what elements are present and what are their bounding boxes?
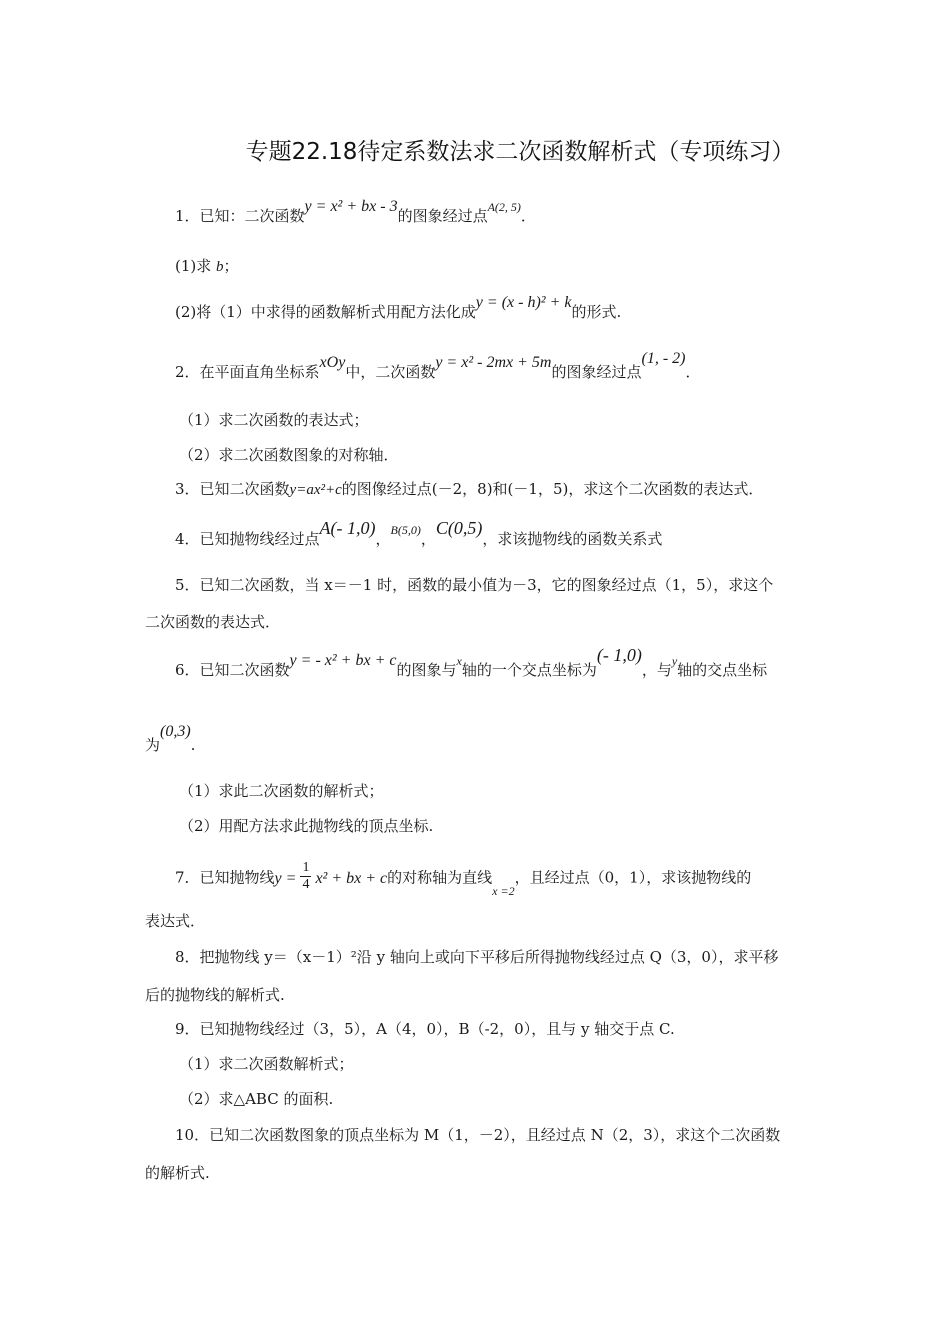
question-1-part-2 xyxy=(175,294,622,323)
q4-end: ，求该抛物线的函数关系式 xyxy=(482,530,663,548)
question-4 xyxy=(175,518,663,550)
q7-denominator: 4 xyxy=(302,877,310,892)
question-7-line-2: 表达式． xyxy=(145,912,206,930)
q6-point-1: (- 1,0) xyxy=(596,645,642,665)
question-2 xyxy=(175,350,701,383)
q7-axis: x =2 xyxy=(492,883,515,898)
q2-point: (1, - 2) xyxy=(641,350,686,367)
q4-point-c: C(0,5) xyxy=(435,518,483,538)
q7-prefix: 7．已知抛物线 xyxy=(175,868,275,887)
question-6-line-2 xyxy=(145,723,196,756)
question-10-line-1: 10．已知二次函数图象的顶点坐标为 M（1，－2），且经过点 N（2，3），求这个二次函数 xyxy=(175,1126,781,1144)
q6-mid3: ，与 xyxy=(641,661,672,679)
question-5-line-1: 5．已知二次函数，当 x＝－1 时，函数的最小值为－3，它的图象经过点（1，5），求这个 xyxy=(175,576,774,594)
q4-sep2: ， xyxy=(420,530,436,548)
question-8-line-2: 后的抛物线的解析式. xyxy=(145,986,285,1004)
q1-formula: y = x² + bx - 3 xyxy=(304,198,398,215)
q4-point-b: B(5,0) xyxy=(390,523,421,537)
q2-xoy: xOy xyxy=(319,354,346,371)
question-6-sub-2: （2）用配方法求此抛物线的顶点坐标. xyxy=(179,817,434,835)
question-2-sub-2: （2）求二次函数图象的对称轴． xyxy=(179,446,399,464)
page-title: 专题22.18待定系数法求二次函数解析式（专项练习） xyxy=(245,139,795,165)
q1-p2-end: 的形式. xyxy=(571,303,622,321)
q3-text: 的图像经过点(－2，8)和(－1，5)，求这个二次函数的表达式． xyxy=(341,480,764,498)
q6-prefix: 6．已知二次函数 xyxy=(175,661,290,679)
q1-p1-var: b xyxy=(216,259,224,275)
q6-mid1: 的图象与 xyxy=(396,661,457,679)
q3-formula: y=ax²+c xyxy=(289,482,342,498)
q1-end: ． xyxy=(520,207,536,225)
question-9-sub-1: （1）求二次函数解析式； xyxy=(179,1055,354,1073)
q7-rest: x² + bx + c xyxy=(315,869,388,887)
q1-prefix: 1．已知：二次函数 xyxy=(175,207,305,225)
q1-p1-text: (1)求 xyxy=(175,257,217,275)
q4-prefix: 4．已知抛物线经过点 xyxy=(175,530,320,548)
q6-y: y xyxy=(671,654,678,668)
q2-mid2: 的图象经过点 xyxy=(551,363,642,381)
question-6-sub-1: （1）求此二次函数的解析式； xyxy=(179,782,384,800)
question-8-line-1: 8．把抛物线 y＝（x－1）²沿 y 轴向上或向下平移后所得抛物线经过点 Q（3，0），求平移 xyxy=(175,948,779,966)
q6-line2-end: . xyxy=(190,736,196,754)
question-9-line-1: 9．已知抛物线经过（3，5），A（4，0），B（-2，0），且与 y 轴交于点 C. xyxy=(175,1020,675,1038)
q6-mid4: 轴的交点坐标 xyxy=(677,661,768,679)
q7-mid: 的对称轴为直线 xyxy=(387,868,493,887)
q1-p2-prefix: (2)将（1）中求得的函数解析式用配方法化成 xyxy=(175,303,476,321)
question-6 xyxy=(175,645,768,681)
q2-mid1: 中，二次函数 xyxy=(345,363,436,381)
question-1-part-1 xyxy=(175,256,239,277)
q7-numerator: 1 xyxy=(302,860,310,875)
question-1 xyxy=(175,198,536,227)
question-5-line-2: 二次函数的表达式． xyxy=(145,613,281,631)
q1-point: A(2, 5) xyxy=(487,200,521,214)
question-3 xyxy=(175,479,763,500)
q1-mid: 的图象经过点 xyxy=(397,207,488,225)
q2-formula: y = x² - 2mx + 5m xyxy=(435,354,552,371)
q7-fraction xyxy=(300,860,311,893)
q7-end: ，且经过点（0，1），求该抛物线的 xyxy=(514,868,752,887)
q6-x: x xyxy=(456,654,462,668)
q6-formula: y = - x² + bx + c xyxy=(289,652,397,669)
q7-y: y = xyxy=(274,869,297,887)
q1-p1-end: ； xyxy=(223,257,239,275)
q6-point-2: (0,3) xyxy=(160,723,191,740)
question-7 xyxy=(175,860,752,898)
q6-line2-prefix: 为 xyxy=(145,736,161,754)
question-10-line-2: 的解析式. xyxy=(145,1164,210,1182)
question-2-sub-1: （1）求二次函数的表达式； xyxy=(179,411,369,429)
q1-p2-formula: y = (x - h)² + k xyxy=(475,294,572,311)
q2-prefix: 2．在平面直角坐标系 xyxy=(175,363,320,381)
q4-sep1: ， xyxy=(375,530,391,548)
q2-end: ． xyxy=(685,363,701,381)
q4-point-a: A(- 1,0) xyxy=(319,518,376,538)
q6-mid2: 轴的一个交点坐标为 xyxy=(461,661,597,679)
q3-prefix: 3．已知二次函数 xyxy=(175,480,290,498)
question-9-sub-2: （2）求△ABC 的面积. xyxy=(179,1090,334,1108)
